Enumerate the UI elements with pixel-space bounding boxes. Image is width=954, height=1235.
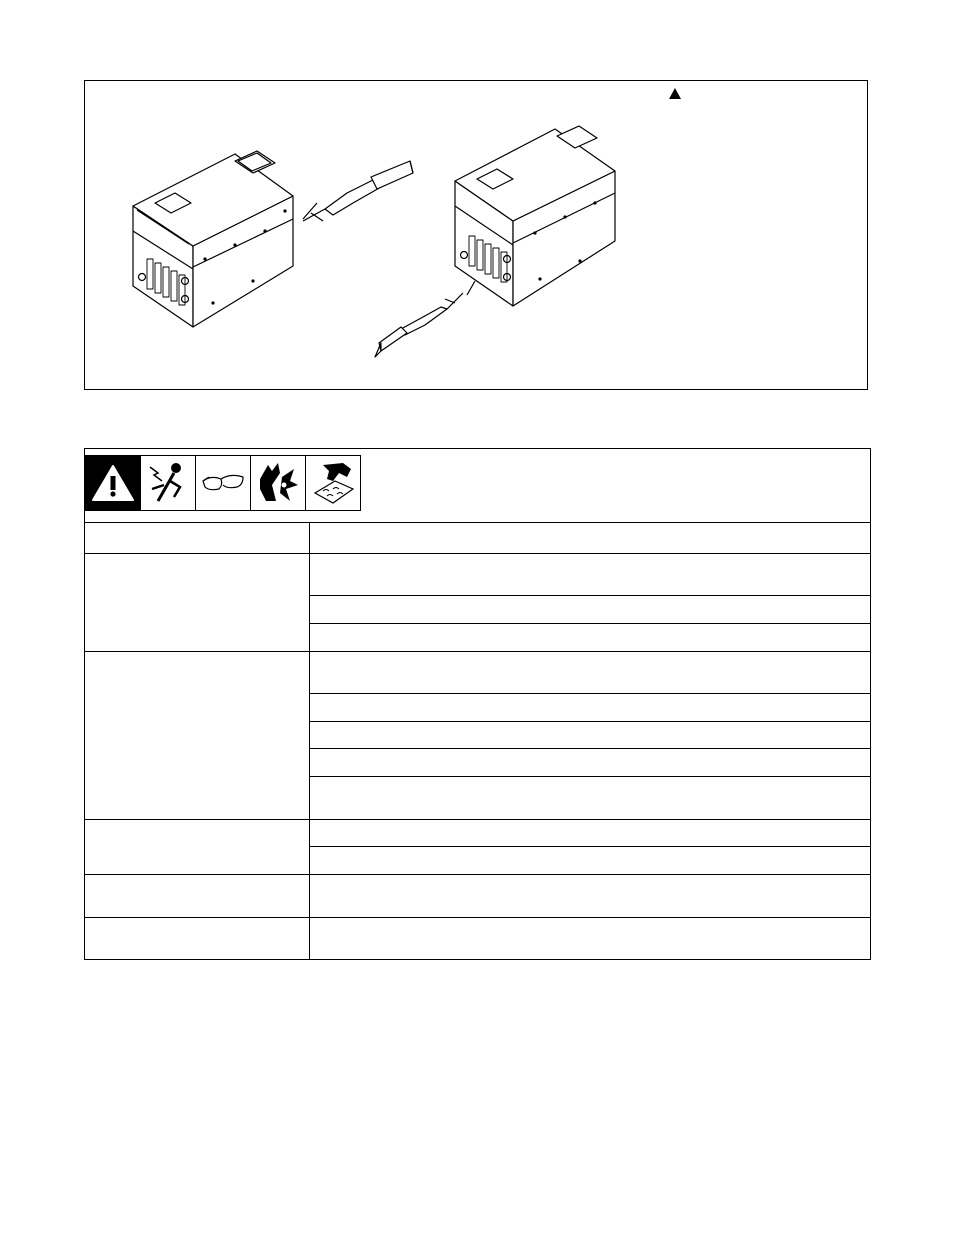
troubleshooting-table: [84, 448, 871, 960]
table-row-divider: [85, 522, 870, 523]
electrode-holder-left: [303, 161, 413, 221]
table-row-divider: [309, 776, 870, 777]
electric-shock-icon: [140, 455, 196, 511]
hot-parts-icon: [305, 455, 361, 511]
moving-parts-icon: [250, 455, 306, 511]
safety-icon-strip: [85, 455, 361, 511]
figure-illustration: [85, 81, 869, 391]
table-row-divider: [85, 553, 870, 554]
table-row-divider: [85, 917, 870, 918]
table-row-divider: [309, 693, 870, 694]
table-row-divider: [309, 595, 870, 596]
figure-box: [84, 80, 868, 390]
table-row-divider: [309, 846, 870, 847]
table-row-divider: [85, 874, 870, 875]
welding-power-source-right: [455, 126, 615, 306]
warning-triangle-icon: [85, 455, 141, 511]
table-row-divider: [85, 819, 870, 820]
table-row-divider: [85, 651, 870, 652]
electrode-holder-right: [375, 281, 475, 357]
safety-glasses-icon: [195, 455, 251, 511]
table-column-divider: [309, 522, 310, 959]
welding-power-source-left: [133, 151, 293, 327]
table-row-divider: [309, 748, 870, 749]
table-row-divider: [309, 623, 870, 624]
triangle-up-icon: [669, 88, 681, 99]
table-row-divider: [309, 721, 870, 722]
